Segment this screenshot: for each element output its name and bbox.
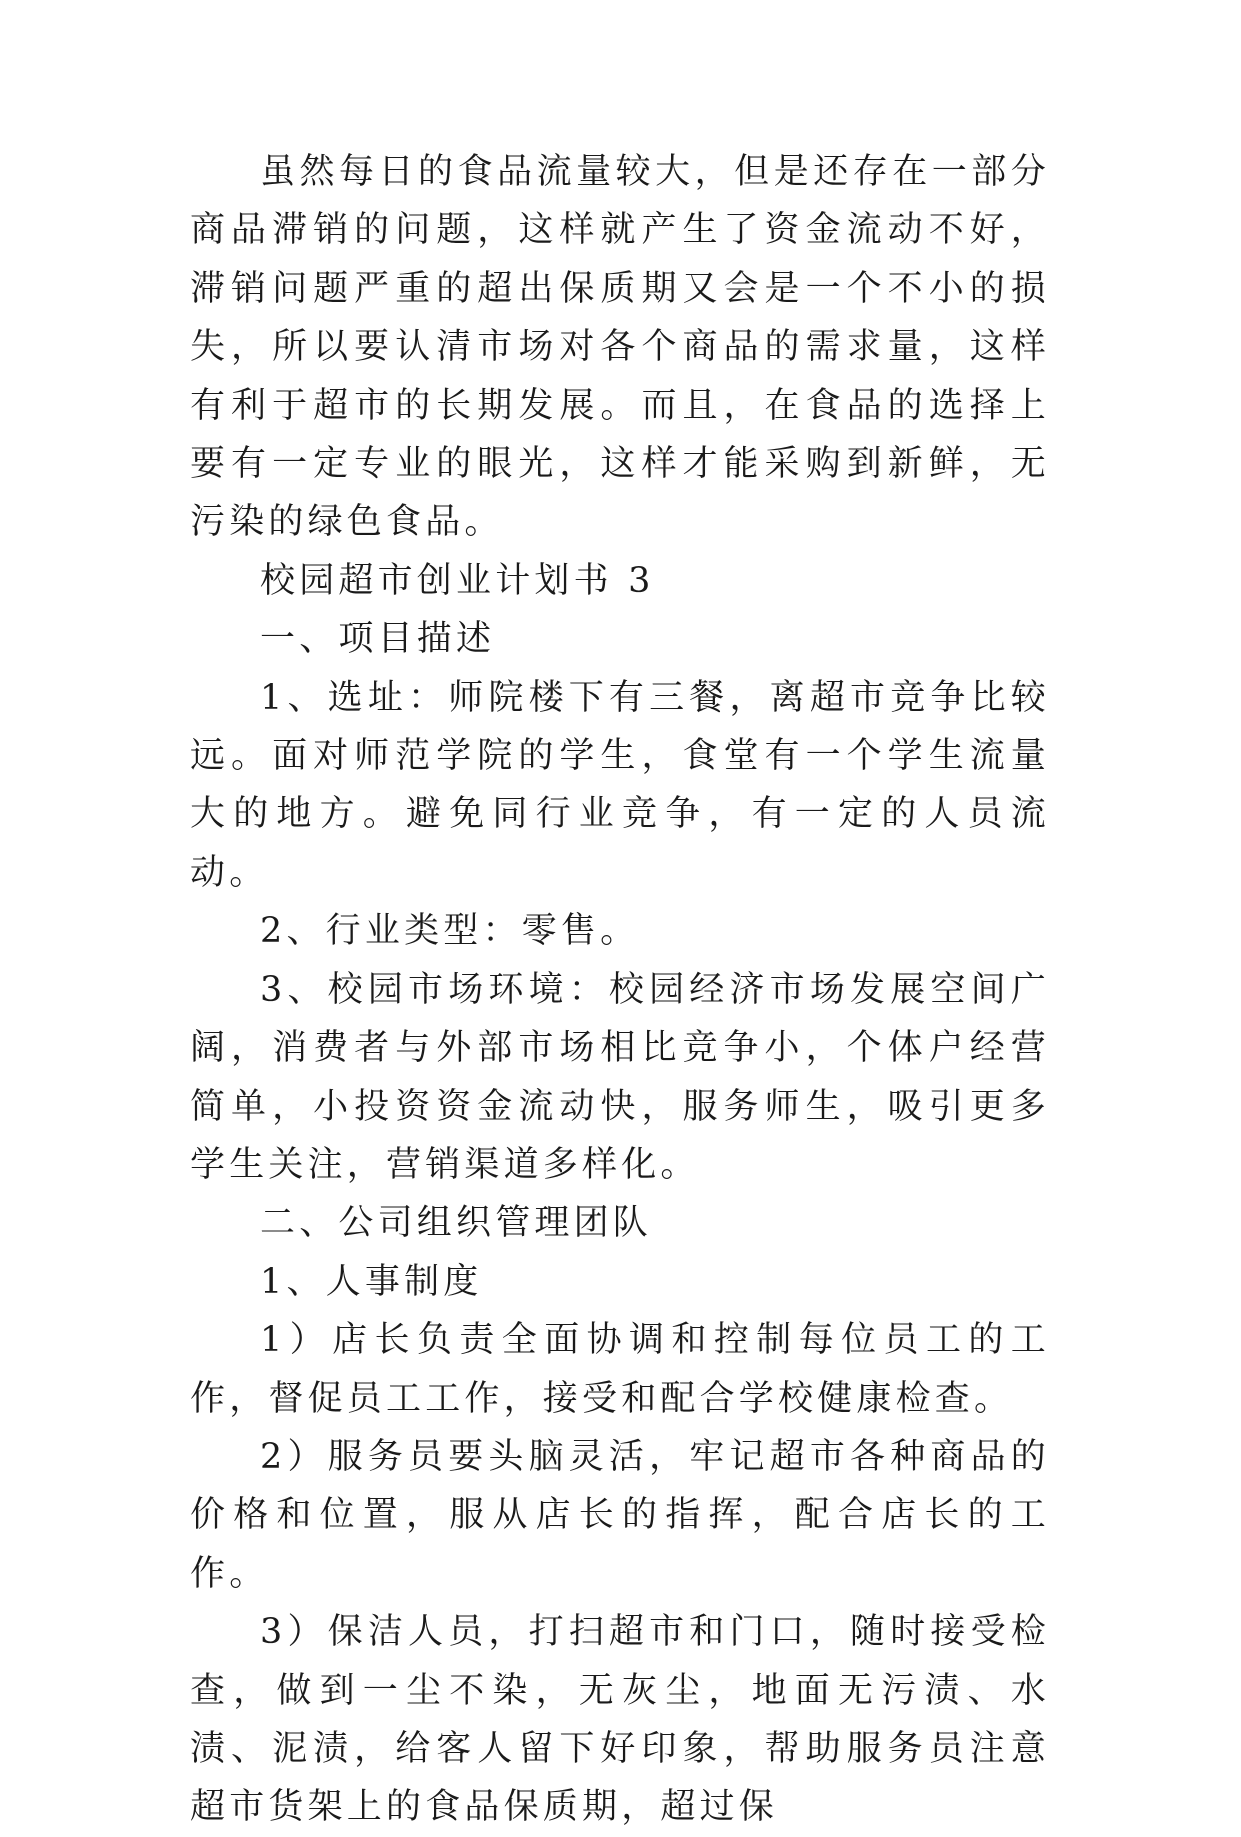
document-body — [190, 143, 1050, 1837]
paragraph-attendant: 2）服务员要头脑灵活，牢记超市各种商品的价格和位置，服从店长的指挥，配合店长的工作。 — [190, 1436, 1050, 1594]
paragraph-cleaner: 3）保洁人员，打扫超市和门口，随时接受检查，做到一尘不染，无灰尘，地面无污渍、水渍、泥渍，给客人留下好印象，帮助服务员注意超市货架上的食品保质期，超过保 — [190, 1612, 1050, 1828]
heading-project-description: 一、项目描述 — [260, 619, 496, 660]
heading-management-team: 二、公司组织管理团队 — [260, 1203, 653, 1244]
paragraph-market-environment: 3、校园市场环境：校园经济市场发展空间广阔，消费者与外部市场相比竞争小，个体户经营简单，小投资资金流动快，服务师生，吸引更多学生关注，营销渠道多样化。 — [190, 969, 1050, 1185]
paragraph-location: 1、选址：师院楼下有三餐，离超市竞争比较远。面对师范学院的学生，食堂有一个学生流量大的地方。避免同行业竞争，有一定的人员流动。 — [190, 677, 1050, 893]
heading-personnel-system: 1、人事制度 — [260, 1261, 483, 1302]
section-title-plan-3: 校园超市创业计划书 3 — [260, 560, 655, 601]
paragraph-food-sales: 虽然每日的食品流量较大，但是还存在一部分商品滞销的问题，这样就产生了资金流动不好，滞销问题严重的超出保质期又会是一个不小的损失，所以要认清市场对各个商品的需求量，这样有利于超市的长期发展。而且，在食品的选择上要有一定专业的眼光，这样才能采购到新鲜，无污染的绿色食品。 — [190, 152, 1050, 543]
paragraph-store-manager: 1）店长负责全面协调和控制每位员工的工作，督促员工工作，接受和配合学校健康检查。 — [190, 1320, 1050, 1419]
paragraph-industry-type: 2、行业类型：零售。 — [260, 911, 640, 952]
